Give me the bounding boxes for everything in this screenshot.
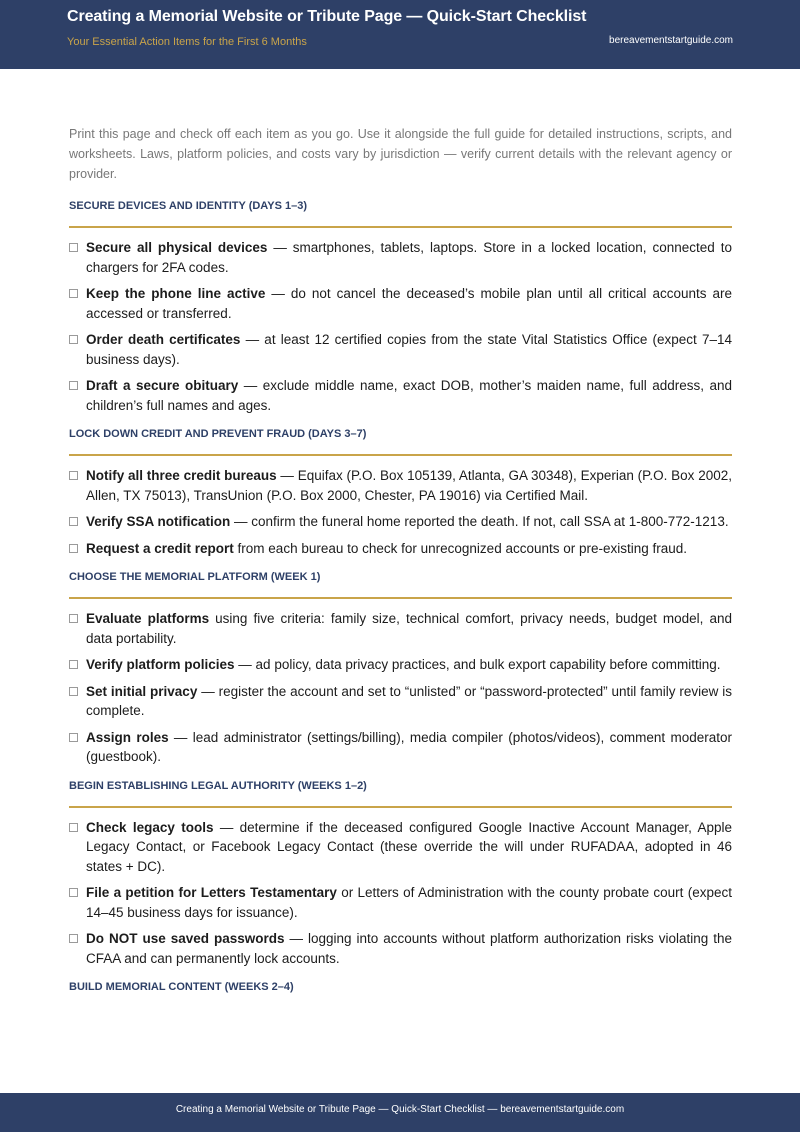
item-title: Verify SSA notification bbox=[86, 514, 231, 529]
item-title: Check legacy tools bbox=[86, 819, 214, 835]
checkbox[interactable] bbox=[69, 934, 78, 943]
page-header bbox=[0, 0, 800, 69]
checkbox[interactable] bbox=[69, 660, 78, 669]
item-title: Notify all three credit bureaus bbox=[86, 468, 277, 483]
item-title: File a petition for Letters Testamentary bbox=[86, 885, 337, 900]
item-title: Secure all physical devices bbox=[86, 240, 268, 255]
checkbox[interactable] bbox=[69, 335, 78, 344]
section-legal-authority bbox=[69, 777, 732, 969]
checklist-item bbox=[69, 609, 732, 648]
checklist-item bbox=[69, 655, 732, 675]
checklist-item bbox=[69, 883, 732, 922]
checklist-item bbox=[69, 330, 732, 369]
item-text: — lead administrator (settings/billing), media compiler (photos/videos), comment moderator (guestbook). bbox=[86, 729, 732, 764]
checkbox[interactable] bbox=[69, 381, 78, 390]
item-text: using five criteria: family size, technical comfort, privacy needs, budget model, and data portability. bbox=[86, 611, 732, 646]
checkbox[interactable] bbox=[69, 733, 78, 742]
section-heading: BEGIN ESTABLISHING LEGAL AUTHORITY (WEEKS 1–2) bbox=[69, 777, 732, 808]
item-title: Evaluate platforms bbox=[86, 611, 210, 626]
checklist-content bbox=[69, 197, 732, 1017]
item-text: from each bureau to check for unrecognized accounts or pre-existing fraud. bbox=[233, 540, 688, 556]
item-text: — ad policy, data privacy practices, and bulk export capability before committing. bbox=[234, 657, 721, 672]
item-title: Draft a secure obituary bbox=[86, 378, 239, 393]
page-subtitle: Your Essential Action Items for the First 6 Months bbox=[67, 36, 307, 48]
item-text: — do not cancel the deceased’s mobile plan until all critical accounts are accessed or transferred. bbox=[86, 286, 732, 321]
checkbox[interactable] bbox=[69, 471, 78, 480]
checklist-item bbox=[69, 929, 732, 968]
checklist-item bbox=[69, 539, 732, 559]
checklist-item bbox=[69, 466, 732, 505]
item-text: — confirm the funeral home reported the death. If not, call SSA at 1-800-772-1213. bbox=[230, 514, 729, 529]
section-secure-devices bbox=[69, 197, 732, 415]
item-title: Set initial privacy bbox=[86, 683, 198, 699]
item-title: Assign roles bbox=[86, 729, 169, 745]
checklist-item bbox=[69, 376, 732, 415]
checkbox[interactable] bbox=[69, 888, 78, 897]
checklist-item bbox=[69, 512, 732, 532]
item-text: — Equifax (P.O. Box 105139, Atlanta, GA 30348), Experian (P.O. Box 2002, Allen, TX 75013), TransUnion (P.O. Box 2000, Chester, PA 19016) via Certified Mail. bbox=[86, 468, 732, 503]
checklist-item bbox=[69, 818, 732, 877]
checkbox[interactable] bbox=[69, 243, 78, 252]
checkbox[interactable] bbox=[69, 517, 78, 526]
intro-paragraph: Print this page and check off each item as you go. Use it alongside the full guide for detailed instructions, scripts, and worksheets. Laws, platform policies, and costs vary by jurisdiction — verify current details with the relevant agency or provider. bbox=[69, 127, 732, 181]
header-site-url: bereavementstartguide.com bbox=[609, 35, 733, 46]
checklist-item bbox=[69, 682, 732, 721]
checklist-item bbox=[69, 238, 732, 277]
checkbox[interactable] bbox=[69, 544, 78, 553]
page-footer: Creating a Memorial Website or Tribute Page — Quick-Start Checklist — bereavementstartguide.com bbox=[0, 1093, 800, 1132]
item-title: Keep the phone line active bbox=[86, 286, 266, 301]
item-text: — register the account and set to “unlisted” or “password-protected” until family review is complete. bbox=[86, 683, 732, 718]
section-heading: SECURE DEVICES AND IDENTITY (DAYS 1–3) bbox=[69, 197, 732, 228]
checklist-item bbox=[69, 284, 732, 323]
checkbox[interactable] bbox=[69, 823, 78, 832]
section-choose-platform bbox=[69, 568, 732, 767]
item-title: Order death certificates bbox=[86, 332, 241, 347]
item-text: or Letters of Administration with the county probate court (expect 14–45 business days for issuance). bbox=[86, 885, 732, 920]
item-title: Verify platform policies bbox=[86, 657, 235, 672]
checkbox[interactable] bbox=[69, 289, 78, 298]
item-text: — determine if the deceased configured Google Inactive Account Manager, Apple Legacy Contact, or Facebook Legacy Contact (these override the will under RUFADAA, adopted in 46 states + DC). bbox=[86, 819, 732, 874]
item-text: — exclude middle name, exact DOB, mother’s maiden name, full address, and children’s full names and ages. bbox=[86, 378, 732, 413]
checkbox[interactable] bbox=[69, 614, 78, 623]
section-heading: CHOOSE THE MEMORIAL PLATFORM (WEEK 1) bbox=[69, 568, 732, 599]
section-heading: LOCK DOWN CREDIT AND PREVENT FRAUD (DAYS 3–7) bbox=[69, 425, 732, 456]
checklist-item bbox=[69, 728, 732, 767]
section-heading: BUILD MEMORIAL CONTENT (WEEKS 2–4) bbox=[69, 981, 294, 993]
item-text: — smartphones, tablets, laptops. Store in a locked location, connected to chargers for 2FA codes. bbox=[86, 240, 732, 275]
checkbox[interactable] bbox=[69, 687, 78, 696]
item-title: Request a credit report bbox=[86, 540, 234, 556]
section-lock-down-credit bbox=[69, 425, 732, 558]
page-title: Creating a Memorial Website or Tribute Page — Quick-Start Checklist bbox=[67, 8, 587, 25]
section-build-content bbox=[69, 978, 732, 1007]
item-text: — at least 12 certified copies from the state Vital Statistics Office (expect 7–14 business days). bbox=[86, 332, 732, 367]
item-title: Do NOT use saved passwords bbox=[86, 931, 285, 946]
item-text: — logging into accounts without platform authorization risks violating the CFAA and can permanently lock accounts. bbox=[86, 931, 733, 966]
